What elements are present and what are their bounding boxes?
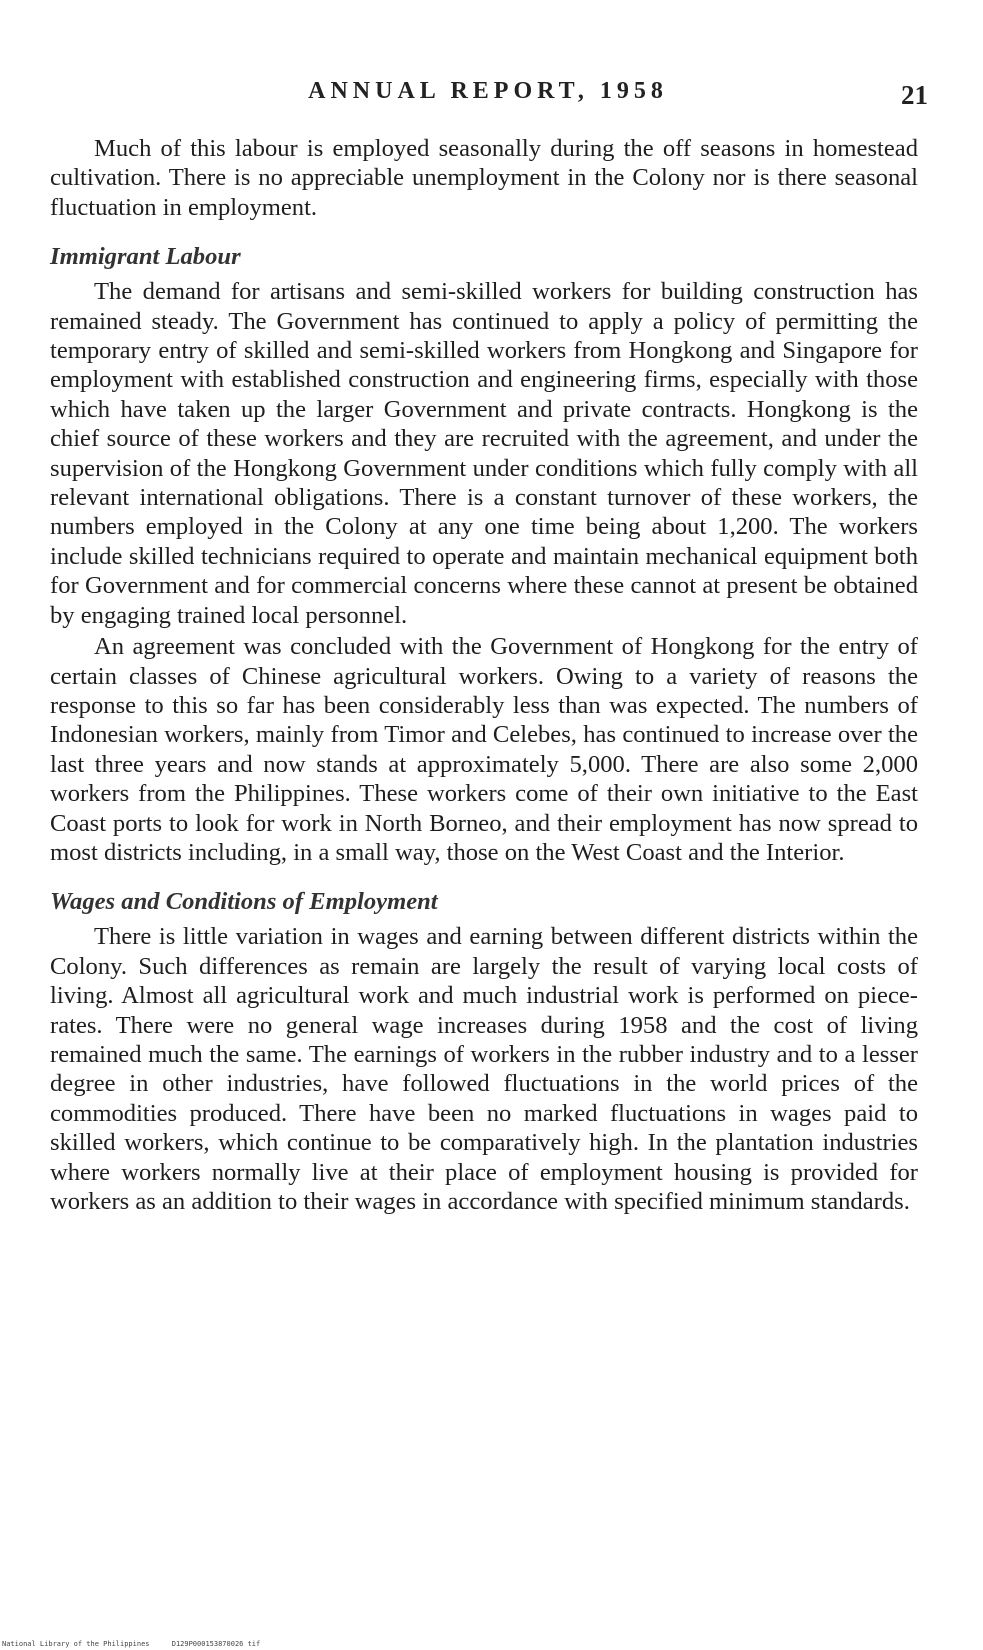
paragraph-wages: There is little variation in wages and earning between different districts within the Colony. Such differences as remain are largely the result of varying local costs of living. Almost all agricultural work and much industrial work is performed on piece-rates. There were no general wage increases during 1958 and the cost of living remained much the same. The earnings of workers in the rubber industry and to a lesser degree in other industries, have followed fluctuations in the world prices of the commodities produced. There have been no marked fluctuations in wages paid to skilled workers, which continue to be comparatively high. In the plantation industries where workers normally live at their place of employment housing is provided for workers as an addition to their wages in accordance with specified minimum standards.	[50, 923, 918, 1215]
paragraph-immigrant-2: An agreement was concluded with the Government of Hongkong for the entry of certain classes of Chinese agricultural workers. Owing to a variety of reasons the response to this so far has been considerably less than was expected. The numbers of Indonesian workers, mainly from Timor and Celebes, has continued to increase over the last three years and now stands at approximately 5,000. There are also some 2,000 workers from the Philippines. These workers come of their own initiative to the East Coast ports to look for work in North Borneo, and their employment has now spread to most districts including, in a small way, those on the West Coast and the Interior.	[50, 633, 918, 866]
paragraph-intro: Much of this labour is employed seasonally during the off seasons in homestead cultivation. There is no appreciable unemployment in the Colony nor is there seasonal fluctuation in employment.	[50, 135, 918, 221]
footer-file-id: D129P000153870026 tif	[171, 1640, 261, 1648]
paragraph-immigrant-1: The demand for artisans and semi-skilled workers for building construction has remained steady. The Government has continued to apply a policy of permitting the temporary entry of skilled and semi-skilled workers from Hongkong and Singapore for employment with established construction and engineering firms, especially with those which have taken up the larger Government and private contracts. Hongkong is the chief source of these workers and they are recruited with the agreement, and under the supervision of the Hongkong Government under conditions which fully comply with all relevant international obligations. There is a constant turnover of these workers, the numbers employed in the Colony at any one time being about 1,200. The workers include skilled technicians required to operate and maintain mechanical equipment both for Government and for commercial concerns where these cannot at present be obtained by engaging trained local personnel.	[50, 278, 918, 629]
page-number: 21	[901, 80, 928, 110]
section-heading-wages: Wages and Conditions of Employment	[50, 888, 438, 916]
footer-library: National Library of the Philippines	[2, 1640, 150, 1648]
body-text	[50, 134, 918, 1216]
scan-footer	[2, 1640, 278, 1648]
running-head: ANNUAL REPORT, 1958	[308, 78, 668, 104]
page-header	[48, 74, 928, 114]
section-heading-immigrant-labour: Immigrant Labour	[50, 243, 241, 271]
